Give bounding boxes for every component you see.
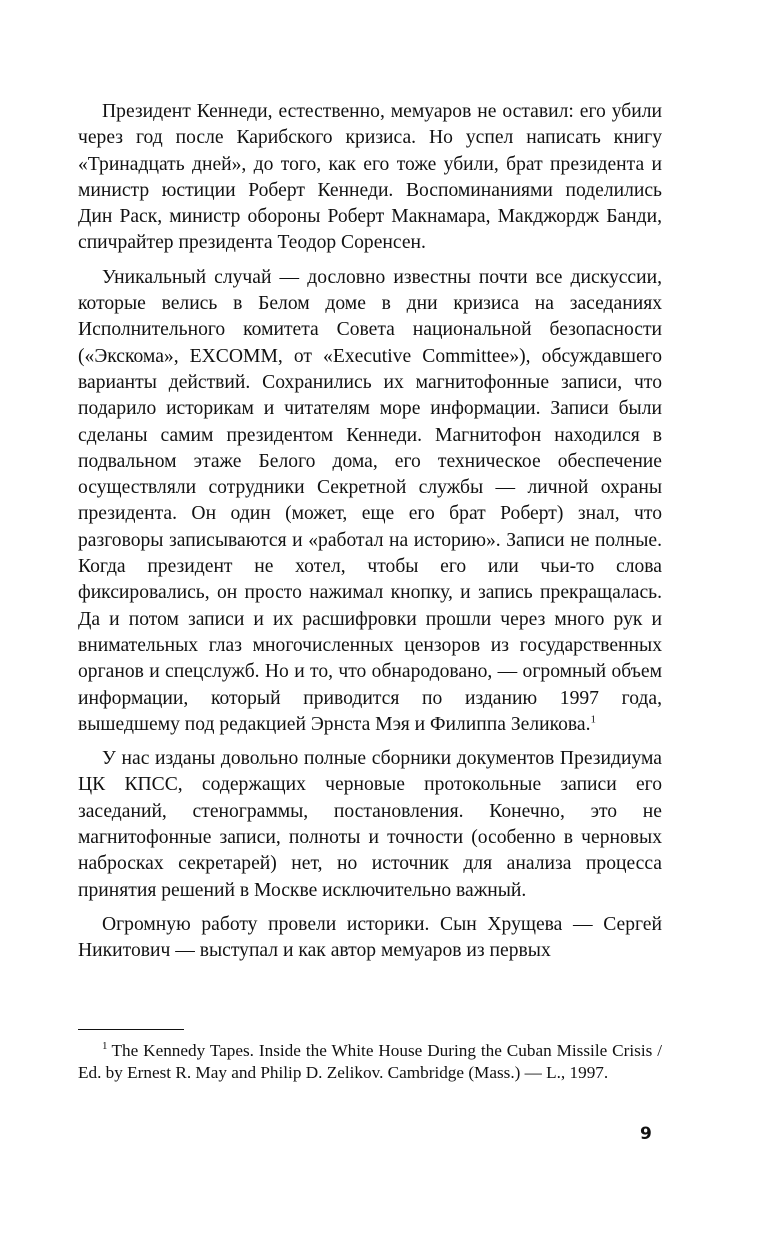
paragraph-3: У нас изданы довольно полные сборники документов Президиума ЦК КПСС, содержащих черновые протокольные записи его заседаний, стенограммы, постановления. Конечно, это не магнитофонные записи, полноты и точности (особенно в черновых набросках секретарей) нет, но источник для анализа процесса принятия решений в Москве исключительно важный. bbox=[78, 748, 662, 901]
page-number: 9 bbox=[640, 1124, 652, 1144]
paragraph-2 bbox=[78, 265, 662, 738]
footnote-marker[interactable]: 1 bbox=[590, 713, 597, 726]
paragraph-1: Президент Кеннеди, естественно, мемуаров не оставил: его убили через год после Карибского кризиса. Но успел написать книгу «Тринадцать дней», до того, как его тоже убили, брат президента и министр юстиции Роберт Кеннеди. Воспоминаниями поделились Дин Раск, министр обороны Роберт Макнамара, Макджордж Банди, спичрайтер президента Теодор Соренсен. bbox=[78, 101, 662, 254]
footnote-number: 1 bbox=[102, 1040, 108, 1053]
main-text bbox=[78, 99, 662, 973]
footnote bbox=[78, 1040, 662, 1084]
footnote-divider bbox=[78, 1029, 184, 1030]
paragraph-2-text: Уникальный случай — дословно известны почти все дискуссии, которые велись в Белом доме в дни кризиса на заседаниях Исполнительного комитета Совета национальной безопасности («Экскома», EXCOMM, от «Executive Committee»), обсуждавшего варианты действий. Сохранились их магнитофонные записи, что подарило историкам и читателям море информации. Записи были сделаны самим президентом Кеннеди. Магнитофон находился в подвальном этаже Белого дома, его техническое обеспечение осуществляли сотрудники Секретной службы — личной охраны президента. Он один (может, еще его брат Роберт) знал, что разговоры записываются и «работал на историю». Записи не полные. Когда президент не хотел, чтобы его или чьи-то слова фиксировались, он просто нажимал кнопку, и запись прекращалась. Да и потом записи и их расшифровки прошли через много рук и внимательных глаз многочисленных цензоров из государственных органов и спецслужб. Но и то, что обнародовано, — огромный объем информации, который приводится по изданию 1997 года, вышедшему под редакцией Эрнста Мэя и Филиппа Зеликова. bbox=[78, 266, 662, 735]
footnote-text: The Kennedy Tapes. Inside the White House During the Cuban Missile Crisis / Ed. by Ernest R. May and Philip D. Zelikov. Cambridge (Mass.) — L., 1997. bbox=[78, 1041, 662, 1082]
paragraph-4: Огромную работу провели историки. Сын Хрущева — Сергей Никитович — выступал и как автор мемуаров из первых bbox=[78, 913, 662, 962]
